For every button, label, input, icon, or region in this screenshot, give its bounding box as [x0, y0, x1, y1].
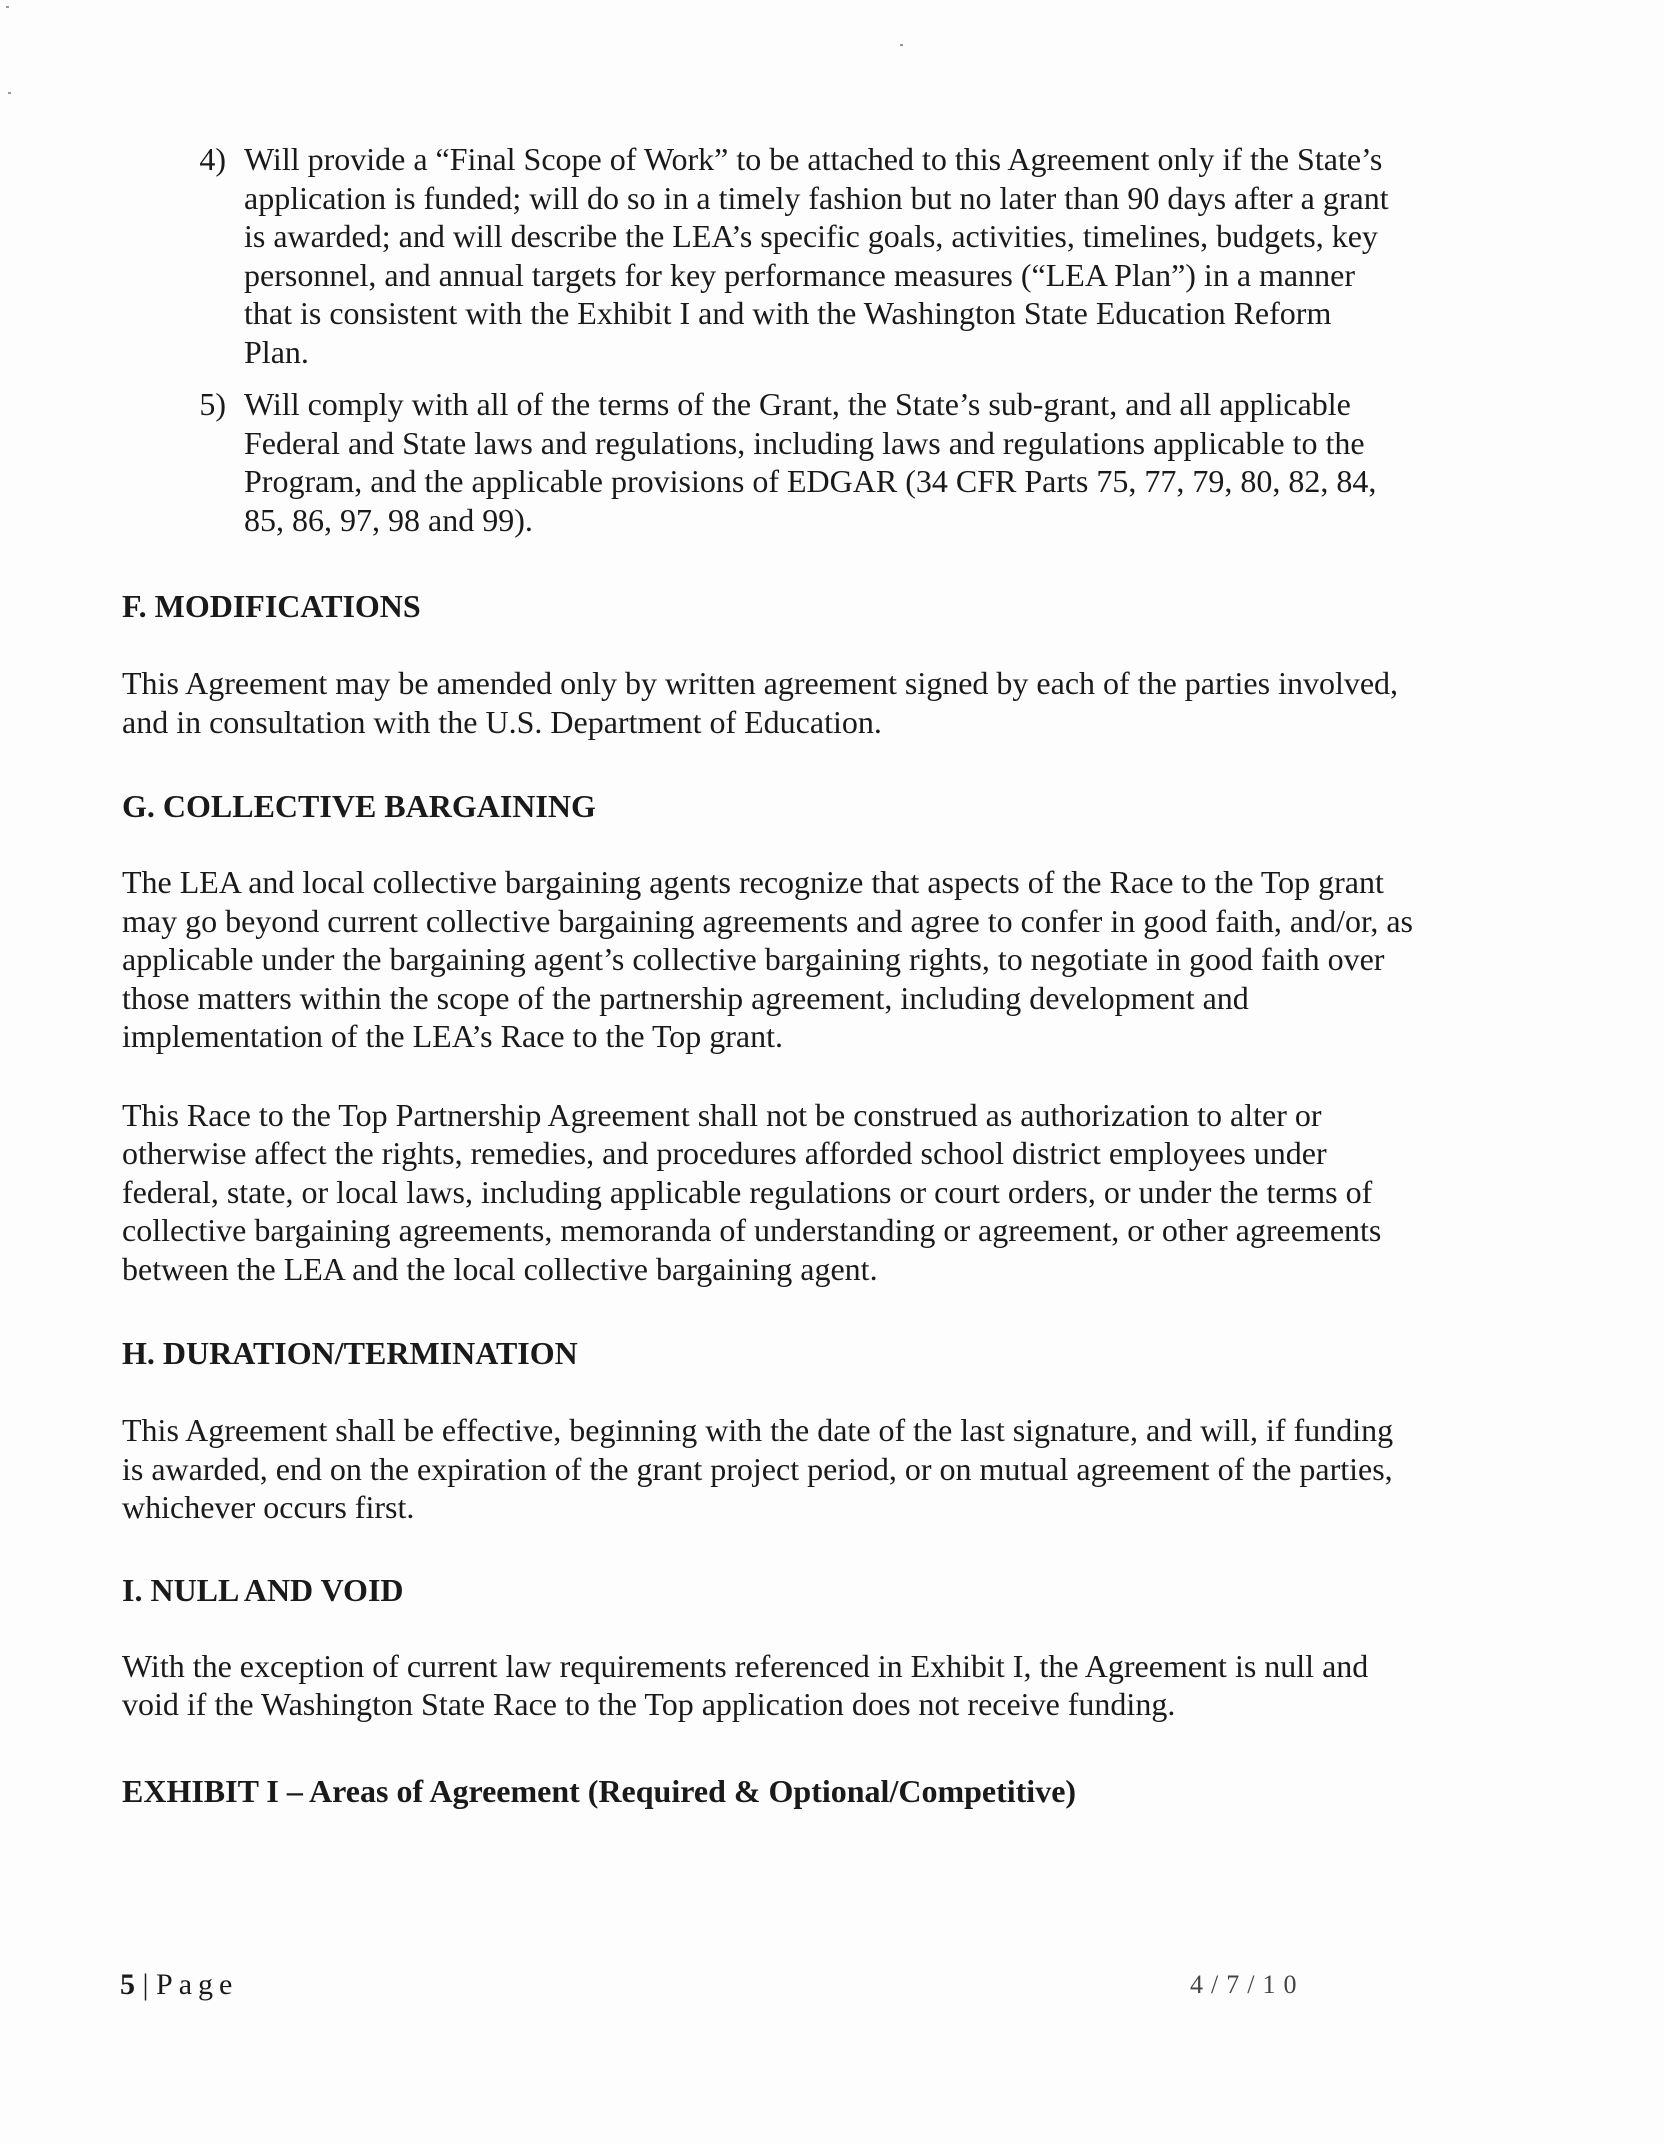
- document-body: [122, 140, 1422, 1810]
- null-and-void-paragraph: With the exception of current law requirements referenced in Exhibit I, the Agreement is null and void if the Washington State Race to the Top application does not receive funding.: [122, 1647, 1369, 1722]
- section-heading-collective-bargaining: G. COLLECTIVE BARGAINING: [122, 788, 596, 824]
- section-heading-null-and-void: I. NULL AND VOID: [122, 1571, 404, 1608]
- collective-bargaining-paragraph-2: This Race to the Top Partnership Agreement shall not be construed as authorization to alter or otherwise affect the rights, remedies, and procedures afforded school district employees under federal, state, or local laws, including applicable regulations or court orders, or under the terms of collective bargaining agreements, memoranda of understanding or agreement, or other agreements between the LEA and the local collective bargaining agent.: [122, 1096, 1382, 1287]
- scan-speck: [8, 92, 11, 94]
- page-separator: |: [142, 1968, 149, 2001]
- list-item-number: 5): [199, 386, 226, 422]
- page-number: 5: [120, 1968, 135, 2001]
- list-item-text: Will comply with all of the terms of the Grant, the State’s sub-grant, and all applicable Federal and State laws and regulations, including laws and regulations applicable to the Program, and the applicable provisions of EDGAR (34 CFR Parts 75, 77, 79, 80, 82, 84, 85, 86, 97, 98 and 99).: [244, 386, 1377, 538]
- section-heading-duration-termination: H. DURATION/TERMINATION: [122, 1335, 578, 1371]
- exhibit-heading: EXHIBIT I – Areas of Agreement (Required & Optional/Competitive): [122, 1772, 1077, 1809]
- page-word: Page: [156, 1968, 239, 2001]
- list-item: [122, 385, 1422, 539]
- list-item-text: Will provide a “Final Scope of Work” to be attached to this Agreement only if the State’s application is funded; will do so in a timely fashion but no later than 90 days after a grant is awarded; and will describe the LEA’s specific goals, activities, timelines, budgets, key personnel, and annual targets for key performance measures (“LEA Plan”) in a manner that is consistent with the Exhibit I and with the Washington State Education Reform Plan.: [244, 141, 1389, 370]
- list-item-number: 4): [199, 141, 226, 177]
- section-heading-modifications: F. MODIFICATIONS: [122, 588, 421, 624]
- scan-speck: [6, 6, 9, 8]
- footer-date: 4/7/10: [1190, 1970, 1305, 1999]
- modifications-paragraph: This Agreement may be amended only by written agreement signed by each of the parties involved, and in consultation with the U.S. Department of Education.: [122, 665, 1399, 740]
- collective-bargaining-paragraph-1: The LEA and local collective bargaining agents recognize that aspects of the Race to the Top grant may go beyond current collective bargaining agreements and agree to confer in good faith, and/or, as applicable under the bargaining agent’s collective bargaining rights, to negotiate in good faith over those matters within the scope of the partnership agreement, including development and implementation of the LEA’s Race to the Top grant.: [122, 864, 1413, 1054]
- duration-paragraph: This Agreement shall be effective, beginning with the date of the last signature, and will, if funding is awarded, end on the expiration of the grant project period, or on mutual agreement of the parties, whichever occurs first.: [122, 1412, 1394, 1525]
- scan-speck: [900, 44, 903, 46]
- list-item: [122, 140, 1422, 371]
- page-footer-label: [120, 1968, 238, 2002]
